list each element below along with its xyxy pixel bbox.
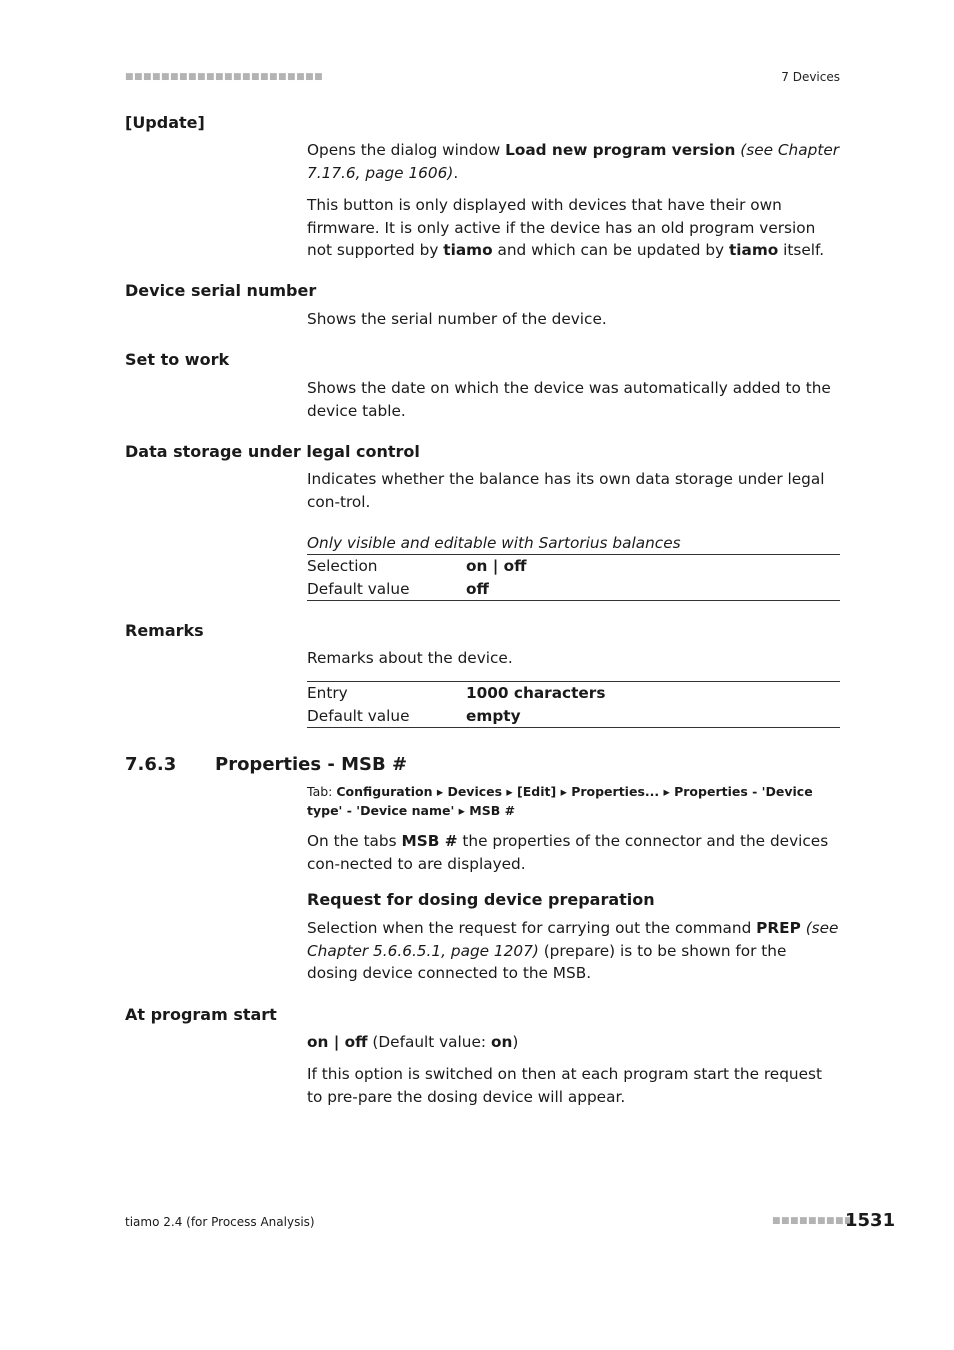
header-chapter: 7 Devices: [781, 70, 840, 84]
remarks-text: Remarks about the device.: [307, 649, 513, 667]
request-text: Selection when the request for carrying out the command PREP (see Chapter 5.6.6.5.1, page 1207) (prepare) is to be shown for the dosing device connected to the MSB.: [307, 919, 839, 982]
section-title: Properties - MSB #: [215, 754, 408, 775]
section-number: 7.6.3: [125, 754, 177, 775]
update-chapter-reference: (see Chapter 7.17.6, page 1606): [307, 141, 840, 182]
storage-text: Indicates whether the balance has its own data storage under legal con-trol.: [307, 470, 825, 511]
footer-decoration: ■■■■■■■■■: [772, 1216, 854, 1226]
request-chapter-reference: (see Chapter 5.6.6.5.1, page 1207): [307, 919, 839, 960]
tab-path: Tab: Configuration ▸ Devices ▸ [Edit] ▸ Properties... ▸ Properties - 'Device type' - 'Device name' ▸ MSB #: [307, 784, 813, 818]
table-row: Default value empty: [307, 705, 840, 729]
update-paragraph-2: This button is only displayed with devices that have their own firmware. It is only active if the device has an old program version not supported by tiamo and which can be updated by tiamo itself.: [307, 196, 825, 259]
table-row: Default value off: [307, 578, 840, 602]
update-paragraph-1: Opens the dialog window Load new program version (see Chapter 7.17.6, page 1606).: [307, 141, 840, 182]
footer-product: tiamo 2.4 (for Process Analysis): [125, 1215, 315, 1229]
remarks-title: Remarks: [125, 621, 204, 640]
storage-table-caption: Only visible and editable with Sartorius balances: [307, 532, 840, 555]
program-start-title: At program start: [125, 1005, 277, 1024]
remarks-table: [307, 681, 840, 728]
program-start-text: If this option is switched on then at each program start the request to pre-pare the dosing device will appear.: [307, 1065, 822, 1106]
storage-title: Data storage under legal control: [125, 442, 420, 461]
header-decoration: ■■■■■■■■■■■■■■■■■■■■■■: [125, 72, 324, 82]
serial-title: Device serial number: [125, 281, 317, 300]
set-to-work-title: Set to work: [125, 350, 230, 369]
storage-table: [307, 532, 840, 601]
request-title: Request for dosing device preparation: [307, 890, 655, 909]
serial-text: Shows the serial number of the device.: [307, 310, 607, 328]
set-to-work-text: Shows the date on which the device was automatically added to the device table.: [307, 379, 831, 420]
section-intro: On the tabs MSB # the properties of the connector and the devices con-nected to are displayed.: [307, 832, 829, 873]
table-row: Selection on | off: [307, 557, 527, 575]
table-row: Entry 1000 characters: [307, 681, 840, 705]
program-start-options: on | off (Default value: on): [307, 1033, 519, 1051]
update-title: [Update]: [125, 113, 205, 132]
update-description: [307, 139, 840, 262]
page-number: 1531: [845, 1210, 896, 1231]
